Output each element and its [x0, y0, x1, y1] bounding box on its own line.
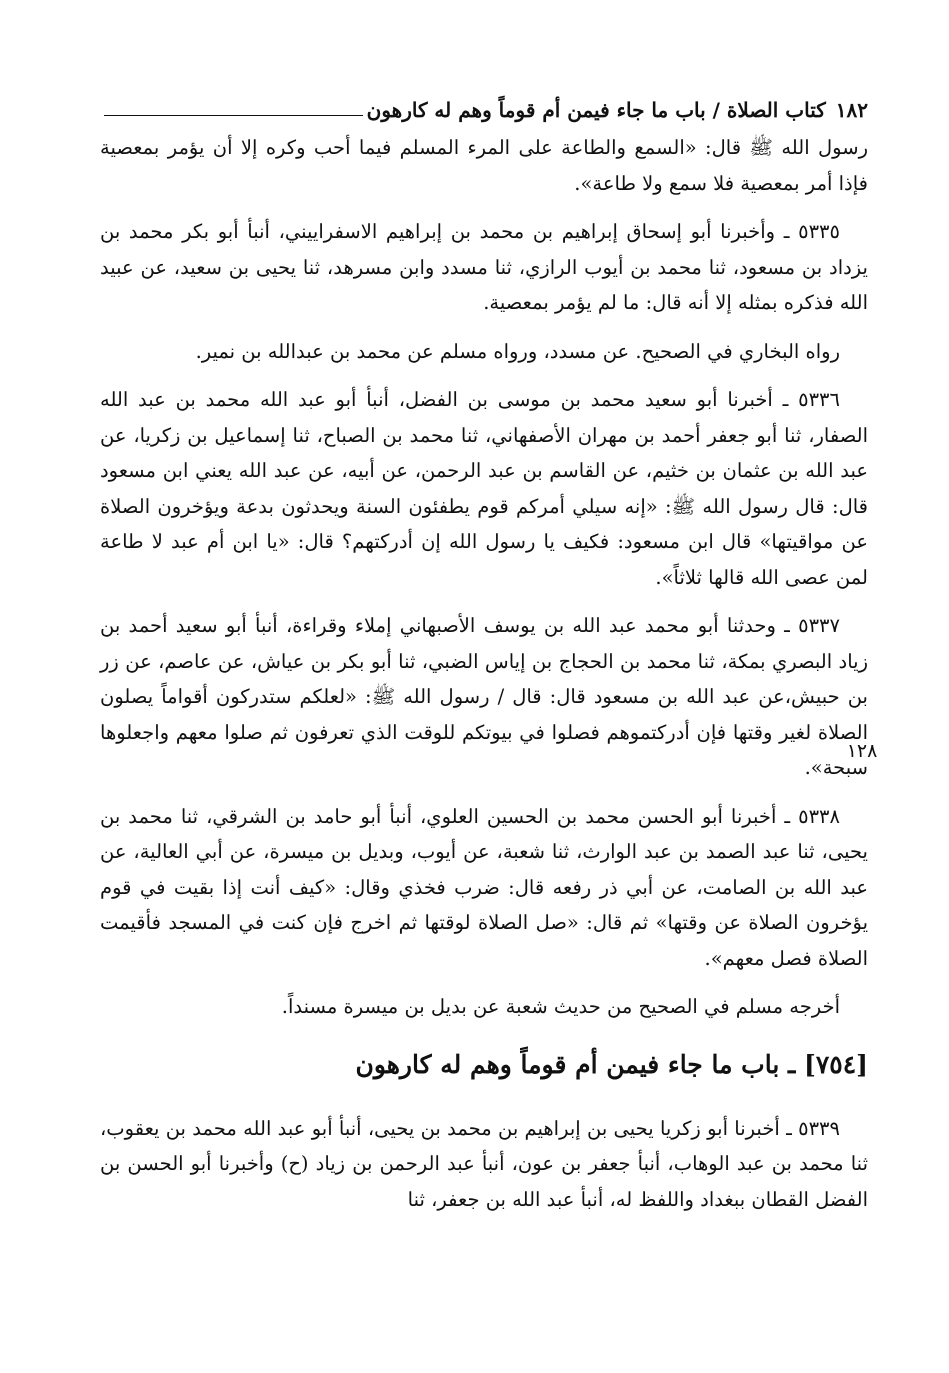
paragraph-takhrij-5338: أخرجه مسلم في الصحيح من حديث شعبة عن بديل بن ميسرة مسنداً. [281, 995, 840, 1018]
book-page [100, 82, 868, 1230]
paragraph-hadith-5339: ٥٣٣٩ ـ أخبرنا أبو زكريا يحيى بن إبراهيم بن محمد بن يحيى، أنبأ أبو عبد الله محمد بن يعقوب، ثنا محمد بن عبد الوهاب، أنبأ جعفر بن عون، أنبأ عبد الرحمن بن زياد (ح) وأخبرنا أبو الحسن بن الفضل القطان ببغداد واللفظ له، أنبأ عبد الله بن جعفر، ثنا [100, 1116, 868, 1211]
paragraph-hadith-5335: ٥٣٣٥ ـ وأخبرنا أبو إسحاق إبراهيم بن محمد بن إبراهيم الاسفراييني، أنبأ أبو بكر محمد بن يزداد بن مسعود، ثنا محمد بن أيوب الرازي، ثنا مسدد وابن مسرهد، ثنا يحيى بن سعيد، عن عبيد الله فذكره بمثله إلا أنه قال: ما لم يؤمر بمعصية. [100, 220, 868, 314]
page-number: ١٨٢ [835, 98, 868, 122]
paragraph-hadith-5337: ٥٣٣٧ ـ وحدثنا أبو محمد عبد الله بن يوسف الأصبهاني إملاء وقراءة، أنبأ أبو سعيد أحمد بن زياد البصري بمكة، ثنا محمد بن الحجاج بن إياس الضبي، ثنا أبو بكر بن عياش، عن عاصم، عن زر بن حبيش،عن عبد الله بن مسعود قال: قال / رسول الله ﷺ: «لعلكم ستدركون أقواماً يصلون الصلاة لغير وقتها فإن أدركتموهم فصلوا في بيوتكم للوقت الذي تعرفون ثم صلوا معهم واجعلوها سبحة». [100, 614, 868, 779]
paragraph-continuation: رسول الله ﷺ قال: «السمع والطاعة على المرء المسلم فيما أحب وكره إلا أن يؤمر بمعصية فإذا أمر بمعصية فلا سمع ولا طاعة». [100, 136, 868, 195]
paragraph-hadith-5336: ٥٣٣٦ ـ أخبرنا أبو سعيد محمد بن موسى بن الفضل، أنبأ أبو عبد الله محمد بن عبد الله الصفار، ثنا أبو جعفر أحمد بن مهران الأصفهاني، ثنا محمد بن الصباح، ثنا إسماعيل بن زكريا، عن عبد الله بن عثمان بن خثيم، عن القاسم بن عبد الرحمن، عن أبيه، عن عبد الله يعني ابن مسعود قال: قال رسول الله ﷺ: «إنه سيلي أمركم قوم يطفئون السنة ويحدثون بدعة ويؤخرون الصلاة عن مواقيتها» قال ابن مسعود: فكيف يا رسول الله إن أدركتهم؟ قال: «يا ابن أم عبد لا طاعة لمن عصى الله قالها ثلاثاً». [100, 388, 868, 589]
paragraph-hadith-5338: ٥٣٣٨ ـ أخبرنا أبو الحسن محمد بن الحسين العلوي، أنبأ أبو حامد بن الشرقي، ثنا محمد بن يحيى، ثنا عبد الصمد بن عبد الوارث، ثنا شعبة، عن أيوب، وبديل بن ميسرة، عن أبي العالية، عن عبد الله بن الصامت، عن أبي ذر رفعه قال: ضرب فخذي وقال: «كيف أنت إذا بقيت في قوم يؤخرون الصلاة عن وقتها» ثم قال: «صل الصلاة لوقتها ثم اخرج فإن كنت في المسجد فأقيمت الصلاة فصل معهم». [100, 804, 868, 970]
margin-page-reference: ١٢٨ [846, 740, 878, 762]
chapter-title: [٧٥٤] ـ باب ما جاء فيمن أم قوماً وهم له كارهون [355, 1049, 868, 1079]
header-rule [104, 115, 363, 116]
body-text [100, 130, 868, 1217]
paragraph-takhrij-5335: رواه البخاري في الصحيح. عن مسدد، ورواه مسلم عن محمد بن عبدالله بن نمير. [195, 339, 840, 363]
running-title: كتاب الصلاة / باب ما جاء فيمن أم قوماً وهم له كارهون [366, 98, 826, 122]
page-header [100, 82, 868, 122]
